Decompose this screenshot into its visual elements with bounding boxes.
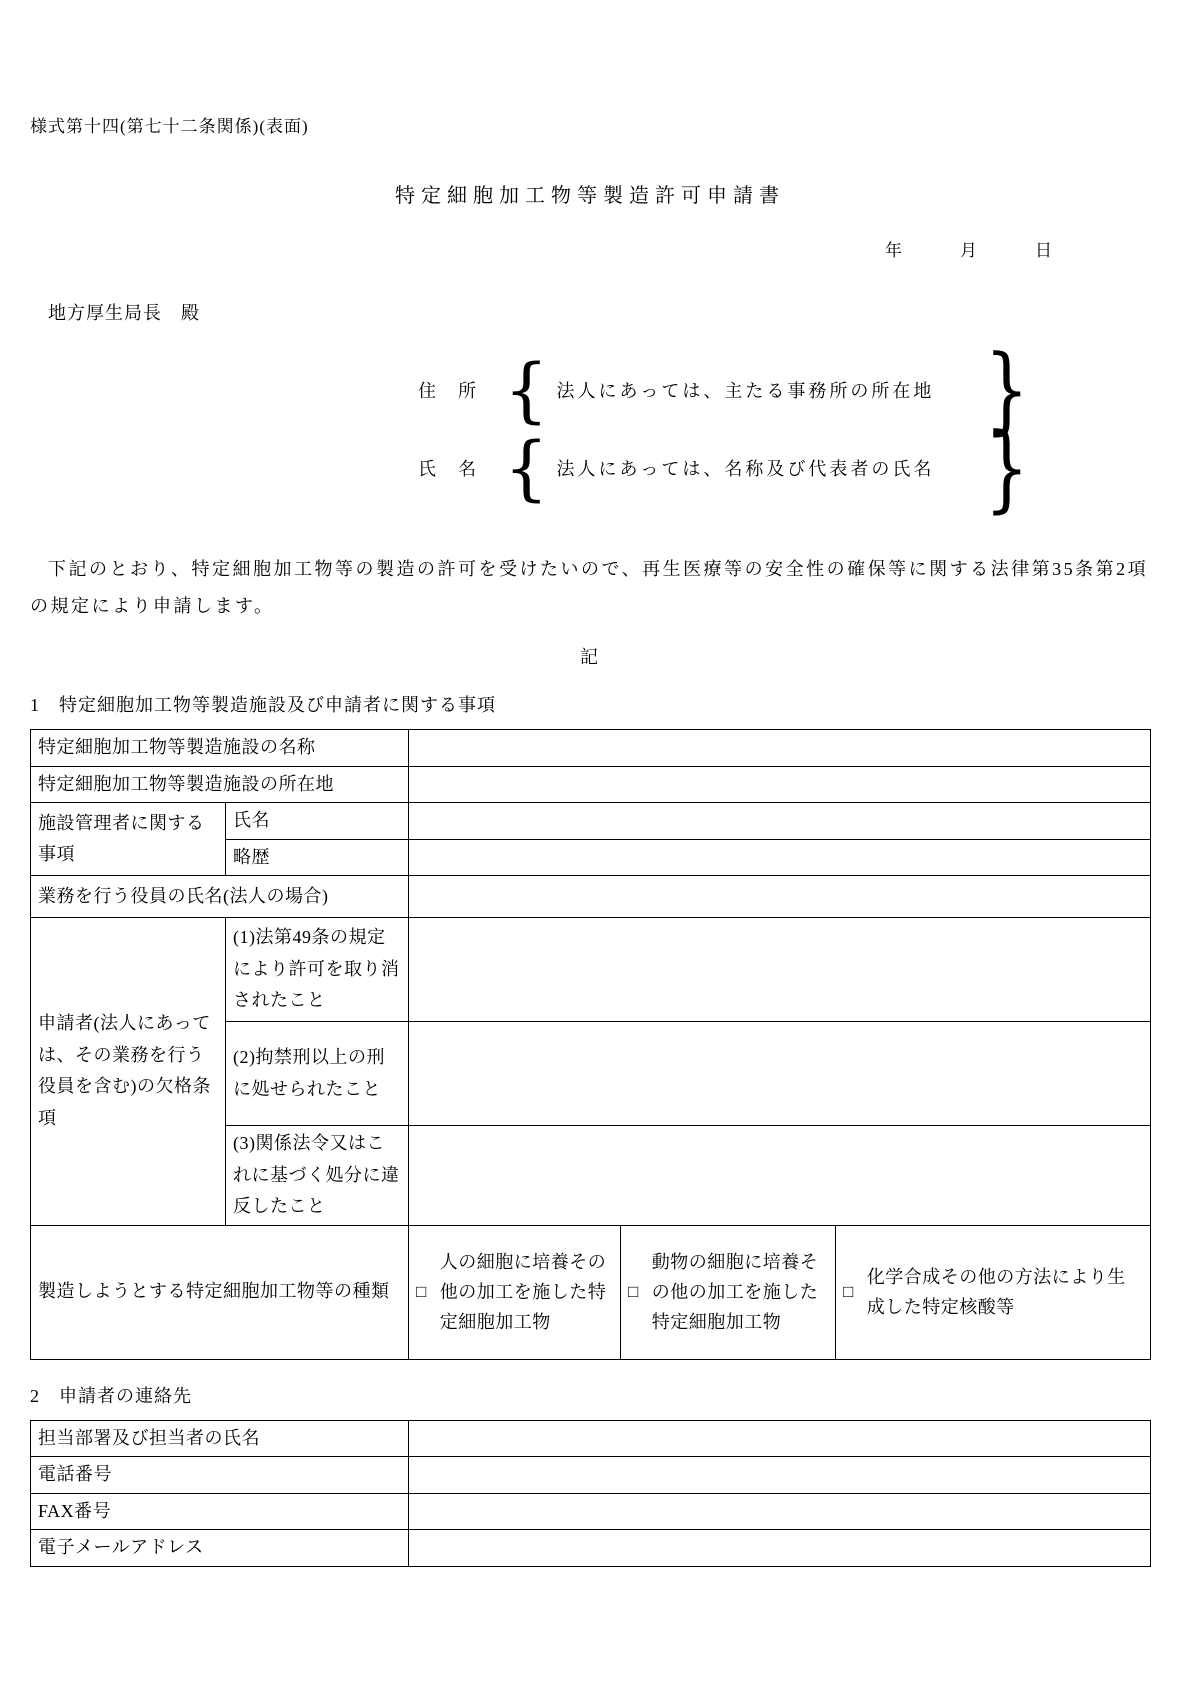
form-title: 特定細胞加工物等製造許可申請書 (395, 185, 785, 207)
section2-heading: 2 申請者の連絡先 (30, 1385, 192, 1406)
officers-input[interactable] (409, 876, 1151, 918)
checkbox-nucleic-acid-product-icon[interactable]: □ (843, 1282, 854, 1302)
month-label: 月 (960, 241, 977, 260)
section2-table (30, 1420, 1151, 1567)
product-type-nucleic-acid-label: 化学合成その他の方法により生成した特定核酸等 (866, 1267, 1126, 1317)
manager-name-input[interactable] (409, 803, 1151, 840)
phone-label: 電話番号 (31, 1457, 409, 1494)
manager-name-label: 氏名 (226, 803, 409, 840)
fax-label: FAX番号 (31, 1493, 409, 1530)
disqualification-item3-label: (3)関係法令又はこれに基づく処分に違反したこと (226, 1126, 409, 1226)
fax-input[interactable] (409, 1493, 1151, 1530)
row-email (31, 1530, 1151, 1567)
row-product-types (31, 1225, 1151, 1359)
address-note: 法人にあっては、主たる事務所の所在地 (556, 381, 935, 401)
officers-label: 業務を行う役員の氏名(法人の場合) (31, 876, 409, 918)
applicant-block (418, 333, 1150, 523)
disqualification-item1-input[interactable] (409, 918, 1151, 1022)
checkbox-human-cell-product-icon[interactable]: □ (416, 1282, 427, 1302)
phone-input[interactable] (409, 1457, 1151, 1494)
row-fax (31, 1493, 1151, 1530)
row-officers (31, 876, 1151, 918)
manager-label: 施設管理者に関する事項 (31, 803, 226, 876)
section1-table (30, 729, 1151, 1360)
checkbox-animal-cell-product-icon[interactable]: □ (628, 1282, 639, 1302)
contact-person-input[interactable] (409, 1420, 1151, 1457)
facility-name-input[interactable] (409, 730, 1151, 767)
name-row (418, 411, 1150, 523)
address-row (418, 333, 1150, 445)
form-number: 様式第十四(第七十二条関係)(表面) (30, 117, 309, 136)
disqualification-item2-input[interactable] (409, 1022, 1151, 1126)
section1-heading: 1 特定細胞加工物等製造施設及び申請者に関する事項 (30, 695, 496, 715)
address-label: 住 所 (418, 381, 478, 401)
product-type-option-human (409, 1225, 621, 1359)
email-input[interactable] (409, 1530, 1151, 1567)
close-brace: } (984, 333, 1030, 445)
facility-location-input[interactable] (409, 766, 1151, 803)
row-disqualification-1 (31, 918, 1151, 1022)
facility-name-label: 特定細胞加工物等製造施設の名称 (31, 730, 409, 767)
disqualification-item1-label: (1)法第49条の規定により許可を取り消されたこと (226, 918, 409, 1022)
row-facility-name (31, 730, 1151, 767)
row-manager-name (31, 803, 1151, 840)
manager-history-label: 略歴 (226, 839, 409, 876)
name-note: 法人にあっては、名称及び代表者の氏名 (556, 459, 935, 479)
open-brace: { (504, 348, 549, 431)
addressee: 地方厚生局長 殿 (48, 303, 200, 323)
year-label: 年 (885, 241, 902, 260)
facility-location-label: 特定細胞加工物等製造施設の所在地 (31, 766, 409, 803)
day-label: 日 (1035, 241, 1052, 260)
date-line (30, 236, 1150, 261)
open-brace: { (504, 426, 549, 509)
product-type-option-animal (621, 1225, 836, 1359)
disqualification-label: 申請者(法人にあっては、その業務を行う役員を含む)の欠格条項 (31, 918, 226, 1226)
manager-history-input[interactable] (409, 839, 1151, 876)
row-facility-location (31, 766, 1151, 803)
record-marker: 記 (580, 647, 600, 667)
close-brace: } (984, 411, 1030, 523)
email-label: 電子メールアドレス (31, 1530, 409, 1567)
disqualification-item3-input[interactable] (409, 1126, 1151, 1226)
name-label: 氏 名 (418, 459, 478, 479)
contact-person-label: 担当部署及び担当者の氏名 (31, 1420, 409, 1457)
row-contact-person (31, 1420, 1151, 1457)
product-type-animal-label: 動物の細胞に培養その他の加工を施した特定細胞加工物 (651, 1252, 819, 1332)
row-phone (31, 1457, 1151, 1494)
product-types-label: 製造しようとする特定細胞加工物等の種類 (31, 1225, 409, 1359)
product-type-human-label: 人の細胞に培養その他の加工を施した特定細胞加工物 (439, 1252, 607, 1332)
request-paragraph: 下記のとおり、特定細胞加工物等の製造の許可を受けたいので、再生医療等の安全性の確保等に関する法律第35条第2項の規定により申請します。 (30, 559, 1149, 616)
product-type-option-nucleic-acid (836, 1225, 1151, 1359)
disqualification-item2-label: (2)拘禁刑以上の刑に処せられたこと (226, 1022, 409, 1126)
